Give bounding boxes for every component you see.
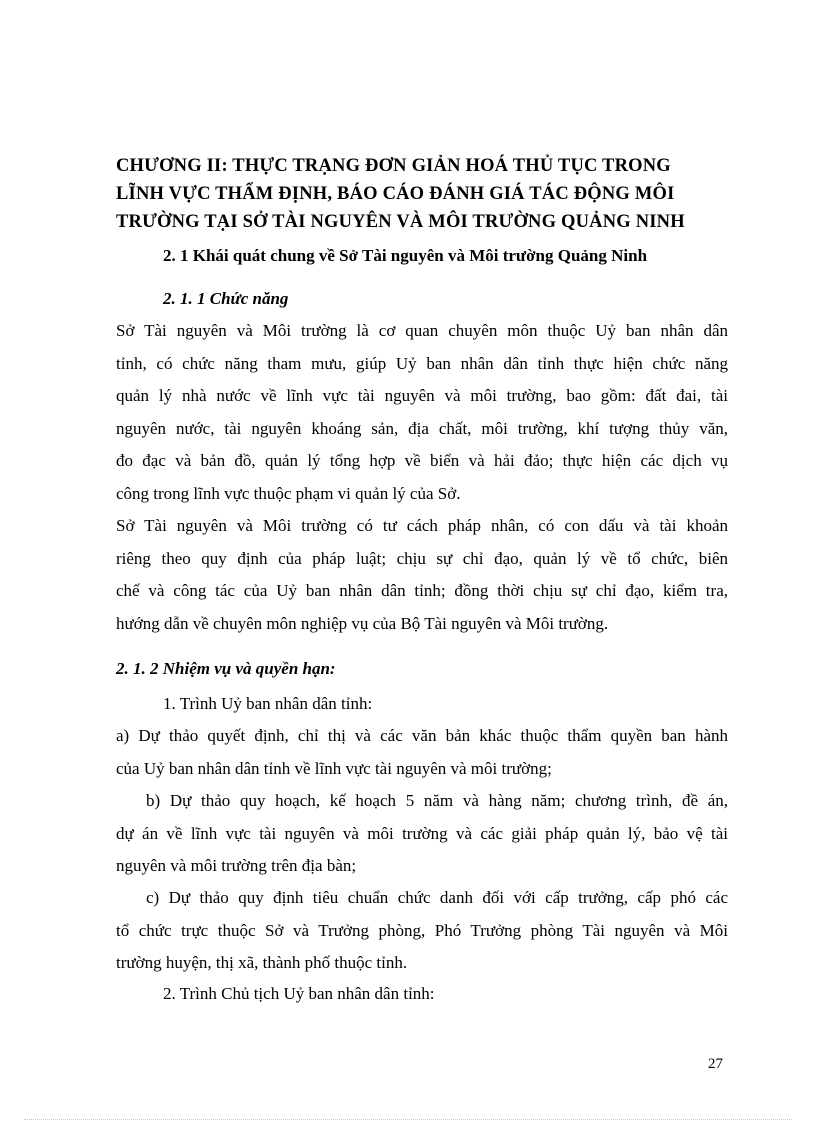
paragraph-line: quản lý nhà nước về lĩnh vực tài nguyên và môi trường, bao gồm: đất đai, tài (116, 386, 728, 405)
chapter-title-line: CHƯƠNG II: THỰC TRẠNG ĐƠN GIẢN HOÁ THỦ TỤC TRONG (116, 156, 671, 176)
list-item-2: 2. Trình Chủ tịch Uỷ ban nhân dân tỉnh: (163, 984, 435, 1003)
clause-c (116, 882, 728, 980)
paragraph-line: tổ chức trực thuộc Sở và Trưởng phòng, Phó Trưởng phòng Tài nguyên và Môi (116, 920, 728, 940)
functions-paragraph-2 (116, 510, 728, 640)
clause-a (116, 720, 728, 785)
paragraph-line: riêng theo quy định của pháp luật; chịu sự chỉ đạo, quản lý về tổ chức, biên (116, 548, 728, 568)
paragraph-line: dự án về lĩnh vực tài nguyên và môi trường và các giải pháp quản lý, bảo vệ tài (116, 823, 728, 843)
paragraph-line: c) Dự thảo quy định tiêu chuẩn chức danh đối với cấp trưởng, cấp phó các (146, 888, 728, 907)
list-item-1: 1. Trình Uỷ ban nhân dân tỉnh: (163, 694, 373, 713)
paragraph-line: nguyên và môi trường trên địa bàn; (116, 856, 357, 875)
subsection-heading-functions: 2. 1. 1 Chức năng (163, 289, 289, 308)
paragraph-line: b) Dự thảo quy hoạch, kế hoạch 5 năm và hàng năm; chương trình, đề án, (146, 791, 728, 810)
chapter-title-line: TRƯỜNG TẠI SỞ TÀI NGUYÊN VÀ MÔI TRƯỜNG QUẢNG NINH (116, 212, 685, 232)
paragraph-line: đo đạc và bản đồ, quản lý tổng hợp về biển và hải đảo; thực hiện các dịch vụ (116, 451, 728, 470)
paragraph-line: công trong lĩnh vực thuộc phạm vi quản lý của Sở. (116, 483, 461, 503)
paragraph-line: chế và công tác của Uỷ ban nhân dân tỉnh; đồng thời chịu sự chỉ đạo, kiểm tra, (116, 581, 728, 600)
paragraph-line: a) Dự thảo quyết định, chỉ thị và các văn bản khác thuộc thẩm quyền ban hành (116, 726, 728, 745)
paragraph-line: hướng dẫn về chuyên môn nghiệp vụ của Bộ Tài nguyên và Môi trường. (116, 613, 609, 633)
paragraph-line: Sở Tài nguyên và Môi trường có tư cách pháp nhân, có con dấu và tài khoản (116, 516, 728, 535)
paragraph-line: trường huyện, thị xã, thành phố thuộc tỉnh. (116, 953, 408, 972)
clause-b (116, 785, 728, 883)
paragraph-line: nguyên nước, tài nguyên khoáng sản, địa chất, môi trường, khí tượng thủy văn, (116, 418, 728, 438)
paragraph-line: của Uỷ ban nhân dân tỉnh về lĩnh vực tài nguyên và môi trường; (116, 758, 552, 778)
page-number: 27 (708, 1056, 723, 1072)
chapter-title (116, 152, 716, 236)
chapter-title-line: LĨNH VỰC THẨM ĐỊNH, BÁO CÁO ĐÁNH GIÁ TÁC ĐỘNG MÔI (116, 184, 675, 204)
subsection-heading-duties: 2. 1. 2 Nhiệm vụ và quyền hạn: (116, 659, 336, 678)
section-heading: 2. 1 Khái quát chung về Sở Tài nguyên và Môi trường Quảng Ninh (163, 246, 648, 265)
paragraph-line: tỉnh, có chức năng tham mưu, giúp Uỷ ban nhân dân tỉnh thực hiện chức năng (116, 353, 728, 373)
functions-paragraph-1 (116, 315, 728, 510)
paragraph-line: Sở Tài nguyên và Môi trường là cơ quan chuyên môn thuộc Uỷ ban nhân dân (116, 321, 728, 340)
page-bottom-divider (24, 1119, 792, 1120)
